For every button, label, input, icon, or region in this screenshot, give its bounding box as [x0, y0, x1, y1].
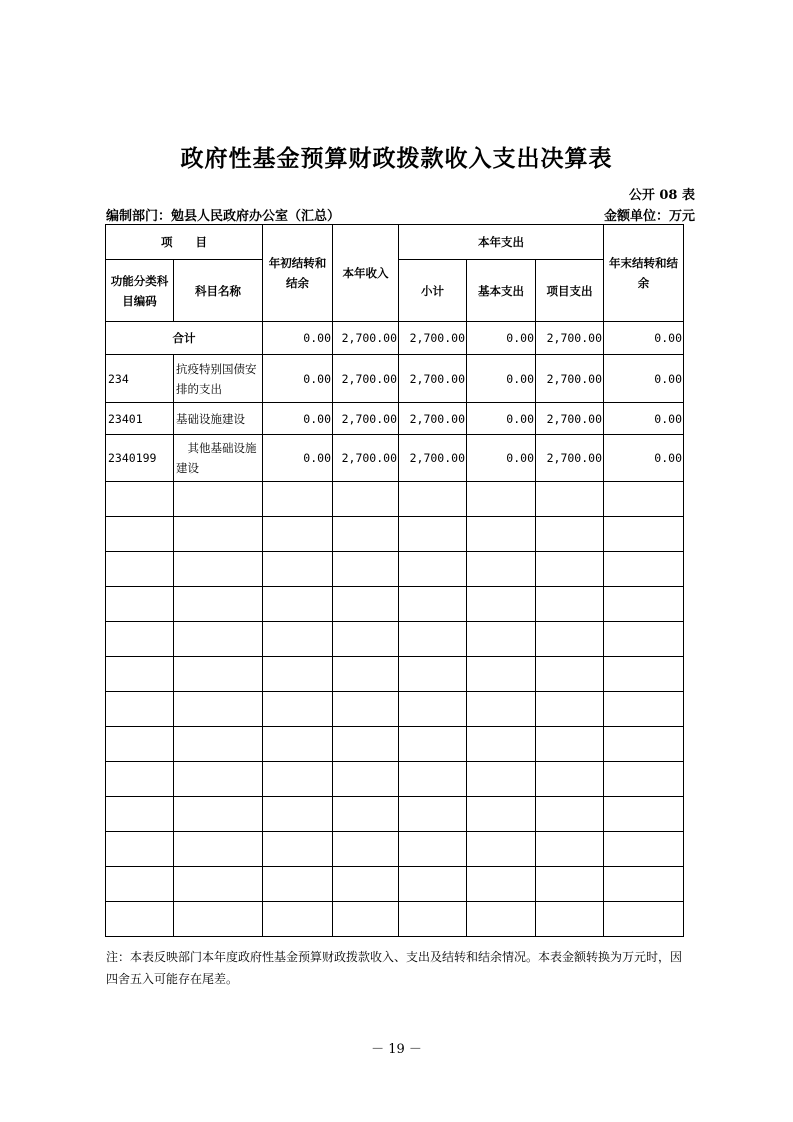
empty-cell	[604, 657, 684, 692]
empty-row	[106, 762, 684, 797]
empty-cell	[106, 867, 174, 902]
empty-cell	[536, 727, 604, 762]
table-row	[106, 403, 684, 435]
total-end: 0.00	[604, 322, 684, 355]
empty-cell	[536, 902, 604, 937]
empty-cell	[333, 622, 399, 657]
total-income: 2,700.00	[333, 322, 399, 355]
empty-cell	[333, 517, 399, 552]
empty-cell	[174, 762, 263, 797]
row-project: 2,700.00	[536, 435, 604, 482]
empty-cell	[399, 657, 467, 692]
row-project: 2,700.00	[536, 355, 604, 403]
empty-cell	[106, 482, 174, 517]
total-label: 合计	[106, 322, 263, 355]
empty-cell	[263, 832, 333, 867]
department-label: 编制部门：勉县人民政府办公室（汇总）	[106, 209, 341, 224]
empty-cell	[399, 797, 467, 832]
empty-cell	[399, 692, 467, 727]
header-subtotal: 小计	[399, 260, 467, 322]
empty-cell	[263, 867, 333, 902]
empty-cell	[263, 657, 333, 692]
row-subtotal: 2,700.00	[399, 435, 467, 482]
total-row	[106, 322, 684, 355]
row-basic: 0.00	[467, 355, 536, 403]
empty-row	[106, 657, 684, 692]
empty-row	[106, 727, 684, 762]
empty-cell	[174, 622, 263, 657]
empty-cell	[106, 517, 174, 552]
header-begin-balance: 年初结转和结余	[263, 225, 333, 322]
empty-cell	[174, 797, 263, 832]
header-subject-name: 科目名称	[174, 260, 263, 322]
empty-cell	[604, 797, 684, 832]
empty-cell	[467, 762, 536, 797]
header-project: 项目支出	[536, 260, 604, 322]
row-name: 其他基础设施建设	[174, 435, 263, 482]
empty-cell	[174, 517, 263, 552]
budget-table	[105, 224, 684, 937]
empty-cell	[467, 902, 536, 937]
empty-cell	[467, 657, 536, 692]
empty-row	[106, 902, 684, 937]
empty-cell	[467, 797, 536, 832]
empty-cell	[399, 762, 467, 797]
unit-label: 金额单位：万元	[603, 209, 695, 224]
header-end-balance: 年末结转和结余	[604, 225, 684, 322]
row-income: 2,700.00	[333, 355, 399, 403]
empty-cell	[174, 727, 263, 762]
empty-cell	[467, 587, 536, 622]
row-code: 2340199	[106, 435, 174, 482]
row-begin: 0.00	[263, 403, 333, 435]
empty-row	[106, 832, 684, 867]
empty-cell	[467, 867, 536, 902]
row-income: 2,700.00	[333, 403, 399, 435]
empty-cell	[536, 867, 604, 902]
empty-cell	[536, 797, 604, 832]
row-end: 0.00	[604, 355, 684, 403]
empty-cell	[333, 552, 399, 587]
empty-cell	[174, 657, 263, 692]
empty-cell	[536, 482, 604, 517]
row-income: 2,700.00	[333, 435, 399, 482]
empty-cell	[604, 552, 684, 587]
empty-cell	[106, 727, 174, 762]
empty-cell	[174, 832, 263, 867]
footnote: 注：本表反映部门本年度政府性基金预算财政拨款收入、支出及结转和结余情况。本表金额转换为万元时，因四舍五入可能存在尾差。	[106, 950, 683, 986]
table-row	[106, 355, 684, 403]
empty-cell	[467, 727, 536, 762]
table-row	[106, 435, 684, 482]
empty-cell	[333, 657, 399, 692]
empty-cell	[174, 692, 263, 727]
row-begin: 0.00	[263, 355, 333, 403]
row-begin: 0.00	[263, 435, 333, 482]
empty-cell	[106, 902, 174, 937]
empty-cell	[467, 622, 536, 657]
empty-cell	[604, 482, 684, 517]
empty-cell	[536, 762, 604, 797]
empty-cell	[333, 692, 399, 727]
empty-cell	[467, 692, 536, 727]
empty-cell	[106, 657, 174, 692]
total-basic: 0.00	[467, 322, 536, 355]
empty-cell	[263, 552, 333, 587]
header-basic: 基本支出	[467, 260, 536, 322]
empty-cell	[333, 727, 399, 762]
empty-cell	[536, 657, 604, 692]
empty-cell	[399, 587, 467, 622]
empty-cell	[399, 622, 467, 657]
row-basic: 0.00	[467, 403, 536, 435]
empty-cell	[106, 832, 174, 867]
empty-row	[106, 517, 684, 552]
row-code: 23401	[106, 403, 174, 435]
empty-cell	[263, 902, 333, 937]
empty-cell	[399, 482, 467, 517]
empty-cell	[106, 692, 174, 727]
empty-cell	[399, 727, 467, 762]
empty-cell	[263, 482, 333, 517]
empty-cell	[333, 867, 399, 902]
empty-rows	[106, 482, 684, 937]
empty-cell	[536, 552, 604, 587]
empty-cell	[399, 517, 467, 552]
total-project: 2,700.00	[536, 322, 604, 355]
empty-cell	[399, 832, 467, 867]
row-end: 0.00	[604, 403, 684, 435]
empty-cell	[467, 517, 536, 552]
row-end: 0.00	[604, 435, 684, 482]
empty-cell	[399, 867, 467, 902]
empty-cell	[263, 587, 333, 622]
row-name: 抗疫特别国债安排的支出	[174, 355, 263, 403]
empty-cell	[106, 622, 174, 657]
empty-cell	[333, 832, 399, 867]
empty-cell	[174, 867, 263, 902]
empty-cell	[333, 797, 399, 832]
empty-cell	[106, 552, 174, 587]
empty-row	[106, 692, 684, 727]
empty-cell	[263, 622, 333, 657]
empty-cell	[604, 587, 684, 622]
empty-cell	[333, 482, 399, 517]
empty-cell	[106, 797, 174, 832]
empty-cell	[467, 552, 536, 587]
empty-cell	[604, 762, 684, 797]
empty-cell	[263, 797, 333, 832]
total-begin: 0.00	[263, 322, 333, 355]
empty-cell	[174, 552, 263, 587]
header-income: 本年收入	[333, 225, 399, 322]
empty-cell	[106, 587, 174, 622]
empty-cell	[536, 587, 604, 622]
empty-cell	[604, 692, 684, 727]
empty-cell	[399, 902, 467, 937]
empty-cell	[536, 832, 604, 867]
empty-cell	[174, 587, 263, 622]
empty-cell	[604, 832, 684, 867]
empty-cell	[604, 517, 684, 552]
empty-cell	[333, 762, 399, 797]
empty-row	[106, 482, 684, 517]
empty-row	[106, 552, 684, 587]
row-name: 基础设施建设	[174, 403, 263, 435]
empty-cell	[263, 762, 333, 797]
empty-cell	[536, 692, 604, 727]
empty-cell	[174, 902, 263, 937]
row-subtotal: 2,700.00	[399, 403, 467, 435]
empty-row	[106, 622, 684, 657]
row-project: 2,700.00	[536, 403, 604, 435]
empty-cell	[263, 692, 333, 727]
empty-cell	[106, 762, 174, 797]
empty-cell	[263, 517, 333, 552]
row-code: 234	[106, 355, 174, 403]
header-item: 项 目	[106, 225, 263, 260]
row-subtotal: 2,700.00	[399, 355, 467, 403]
header-expense: 本年支出	[399, 225, 604, 260]
page-title: 政府性基金预算财政拨款收入支出决算表	[180, 145, 613, 172]
empty-cell	[604, 622, 684, 657]
empty-row	[106, 867, 684, 902]
empty-cell	[333, 902, 399, 937]
empty-cell	[467, 482, 536, 517]
empty-row	[106, 587, 684, 622]
empty-cell	[399, 552, 467, 587]
empty-cell	[604, 867, 684, 902]
empty-cell	[263, 727, 333, 762]
empty-cell	[536, 517, 604, 552]
row-basic: 0.00	[467, 435, 536, 482]
empty-cell	[467, 832, 536, 867]
empty-row	[106, 797, 684, 832]
empty-cell	[604, 902, 684, 937]
empty-cell	[604, 727, 684, 762]
header-func-code: 功能分类科目编码	[106, 260, 174, 322]
page-number: － 19 －	[371, 1042, 422, 1057]
empty-cell	[174, 482, 263, 517]
empty-cell	[536, 622, 604, 657]
total-subtotal: 2,700.00	[399, 322, 467, 355]
form-number: 公开 08 表	[628, 188, 695, 203]
empty-cell	[333, 587, 399, 622]
